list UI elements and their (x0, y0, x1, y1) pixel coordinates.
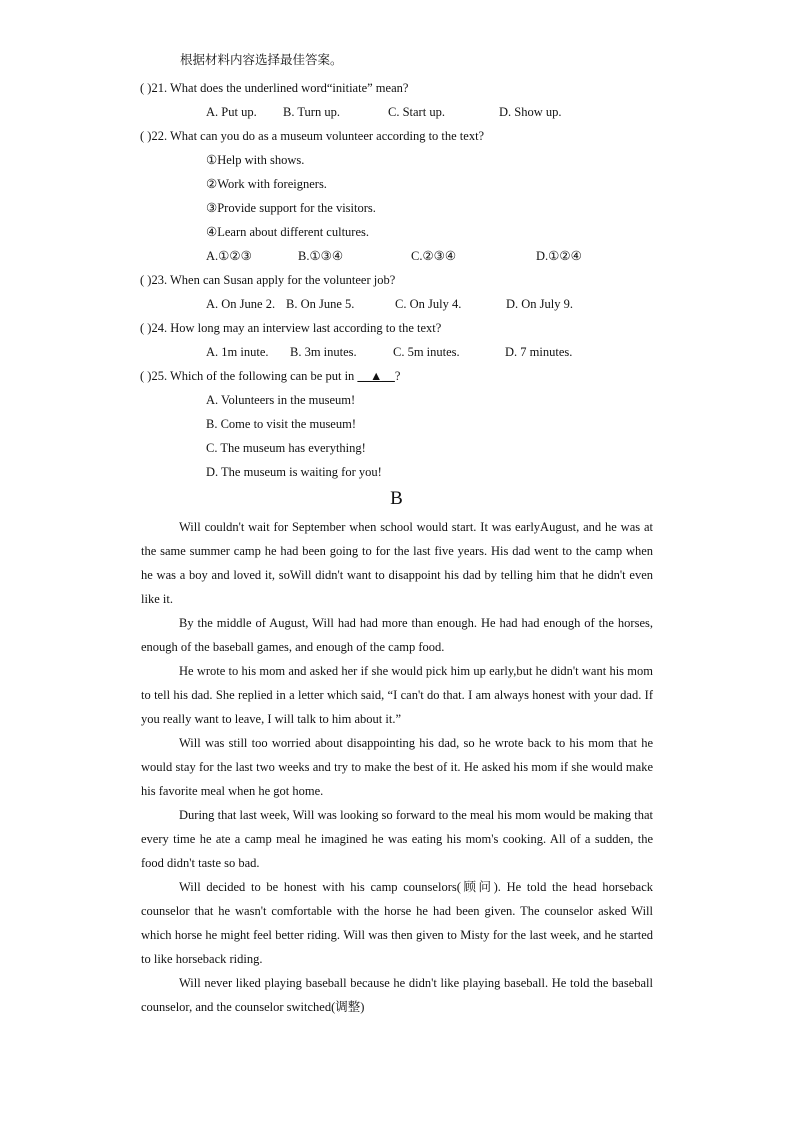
option-c[interactable]: C. 5m inutes. (393, 345, 460, 359)
question-25-stem (140, 368, 400, 384)
question-21-options (206, 104, 606, 120)
section-heading: B (390, 488, 403, 509)
option-a[interactable]: A. On June 2. (206, 297, 276, 311)
option-c[interactable]: C.②③④ (411, 249, 457, 263)
question-22-choice-3: ③Provide support for the visitors. (206, 201, 376, 215)
question-22-choice-1: ①Help with shows. (206, 153, 305, 167)
blank-marker: __▲__ (357, 369, 395, 383)
passage-paragraph-5: During that last week, Will was looking so forward to the meal his mom would be making that every time he ate a camp meal he imagined he was eating his mom's cooking. All of a sudden, the food didn't taste so bad. (141, 808, 653, 870)
instruction-text: 根据材料内容选择最佳答案。 (180, 52, 343, 67)
option-d[interactable]: D. 7 minutes. (505, 345, 573, 359)
question-22-stem: ( )22. What can you do as a museum volunteer according to the text? (140, 129, 485, 143)
option-a[interactable]: A.①②③ (206, 249, 252, 263)
question-23-stem: ( )23. When can Susan apply for the volunteer job? (140, 273, 396, 287)
passage-paragraph-4: Will was still too worried about disappointing his dad, so he wrote back to his mom that he would stay for the last two weeks and try to make the best of it. He asked his mom if she would make his favorite meal when he got home. (141, 736, 653, 798)
option-b[interactable]: B. On June 5. (286, 297, 355, 311)
option-b[interactable]: B. 3m inutes. (290, 345, 357, 359)
passage-paragraph-2: By the middle of August, Will had had more than enough. He had had enough of the horses, enough of the baseball games, and enough of the camp food. (141, 616, 653, 654)
option-d[interactable]: D. On July 9. (506, 297, 574, 311)
option-d[interactable]: D.①②④ (536, 249, 582, 263)
passage-paragraph-6: Will decided to be honest with his camp counselors(顾问). He told the head horseback counselor that he wasn't comfortable with the horse he had been given. The counselor asked Will which horse he might feel better riding. Will was then given to Misty for the last week, and he started to like horseback riding. (141, 880, 653, 966)
option-b[interactable]: B. Turn up. (283, 105, 340, 119)
question-24-options (206, 344, 606, 360)
passage-paragraph-1: Will couldn't wait for September when school would start. It was earlyAugust, and he was at the same summer camp he had been going to for the last five years. His dad went to the camp when he was a boy and loved it, soWill didn't want to disappoint his dad by telling him that he didn't even like it. (141, 520, 653, 606)
question-22-choice-2: ②Work with foreigners. (206, 177, 327, 191)
option-c[interactable]: C. On July 4. (395, 297, 462, 311)
passage-paragraph-3: He wrote to his mom and asked her if she would pick him up early,but he didn't want his mom to tell his dad. She replied in a letter which said, “I can't do that. I am always honest with your dad. If you really want to leave, I will talk to him about it.” (141, 664, 653, 726)
question-23-options (206, 296, 606, 312)
question-25-stem-end: ? (394, 369, 401, 383)
question-22-options (206, 248, 626, 264)
question-24-stem: ( )24. How long may an interview last according to the text? (140, 321, 442, 335)
question-22-choice-4: ④Learn about different cultures. (206, 225, 369, 239)
passage-paragraph-7: Will never liked playing baseball because he didn't like playing baseball. He told the baseball counselor, and the counselor switched(调整) (141, 976, 653, 1014)
question-21-stem: ( )21. What does the underlined word“initiate” mean? (140, 81, 409, 95)
option-d[interactable]: D. Show up. (499, 105, 562, 119)
question-25-option-b[interactable]: B. Come to visit the museum! (206, 417, 356, 431)
option-c[interactable]: C. Start up. (388, 105, 445, 119)
question-25-option-c[interactable]: C. The museum has everything! (206, 441, 366, 455)
question-25-option-d[interactable]: D. The museum is waiting for you! (206, 465, 382, 479)
question-25-stem-text: ( )25. Which of the following can be put in (140, 369, 358, 383)
option-b[interactable]: B.①③④ (298, 249, 344, 263)
question-25-option-a[interactable]: A. Volunteers in the museum! (206, 393, 356, 407)
option-a[interactable]: A. 1m inute. (206, 345, 269, 359)
option-a[interactable]: A. Put up. (206, 105, 257, 119)
